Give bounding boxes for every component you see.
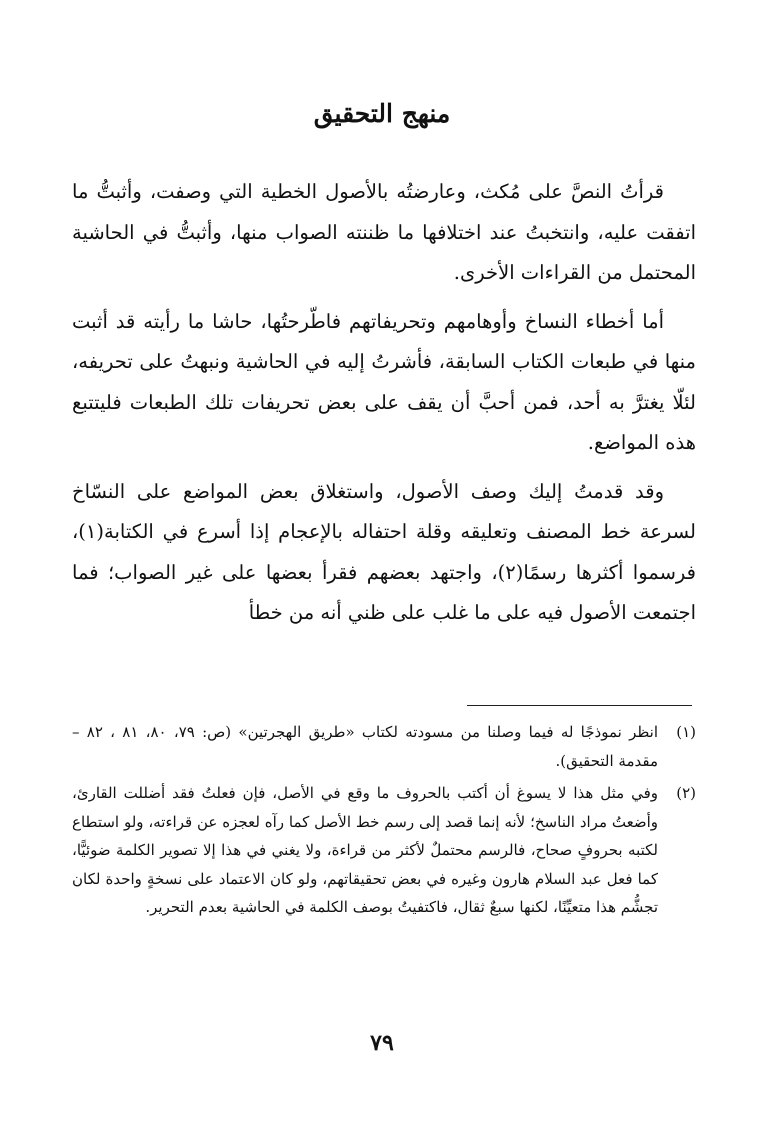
main-text: [72, 172, 696, 642]
paragraph: قرأتُ النصَّ على مُكث، وعارضتُه بالأصول الخطية التي وصفت، وأثبتُّ ما اتفقت عليه، وانتخبتُ عند اختلافها ما ظننته الصواب منها، وأثبتُّ في الحاشية المحتمل من القراءات الأخرى.: [72, 180, 696, 284]
footnote-divider: [467, 705, 692, 706]
footnote-number: (٢): [676, 784, 696, 802]
paragraph: أما أخطاء النساخ وأوهامهم وتحريفاتهم فاطّرحتُها، حاشا ما رأيته قد أثبت منها في طبعات الكتاب السابقة، فأشرتُ إليه في الحاشية ونبهتُ على تحريفه، لئلّا يغترَّ به أحد، فمن أحبَّ أن يقف على بعض تحريفات تلك الطبعات فليتتبع هذه المواضع.: [72, 309, 696, 454]
footnote: [72, 779, 696, 922]
footnotes: [72, 718, 696, 926]
footnote-number: (١): [676, 723, 696, 741]
footnote: [72, 718, 696, 775]
page-title: منهج التحقيق: [313, 99, 451, 128]
page-number: ٧٩: [370, 1030, 394, 1056]
paragraph: وقد قدمتُ إليك وصف الأصول، واستغلاق بعض المواضع على النسّاخ لسرعة خط المصنف وتعليقه وقلة احتفاله بالإعجام إذا أسرع في الكتابة(١)، فرسموا أكثرها رسمًا(٢)، واجتهد بعضهم فقرأ بعضها على غير الصواب؛ فما اجتمعت الأصول فيه على ما غلب على ظني أنه من خطأ: [72, 479, 696, 624]
footnote-text: وفي مثل هذا لا يسوغ أن أكتب بالحروف ما وقع في الأصل، فإن فعلتُ فقد أضللت القارئ، وأضعتُ مراد الناسخ؛ لأنه إنما قصد إلى رسم خط الأصل كما رآه لعجزه عن قراءته، ولو استطاع لكتبه بحروفٍ صحاح، فالرسم محتملٌ لأكثر من قراءة، ولا يغني في هذا إلا تصوير الكلمة ضوئيًّا، كما فعل عبد السلام هارون وغيره في بعض تحقيقاتهم، ولو كان الاعتماد على نسخةٍ واحدة لكان تجشُّم هذا متعيِّنًا، لكنها سبعٌ ثقال، فاكتفيتُ بوصف الكلمة في الحاشية بعدم التحرير.: [72, 784, 658, 916]
footnote-text: انظر نموذجًا له فيما وصلنا من مسودته لكتاب «طريق الهجرتين» (ص: ٧٩، ٨٠، ٨١ ، ٨٢ – مقدمة التحقيق).: [72, 723, 658, 770]
